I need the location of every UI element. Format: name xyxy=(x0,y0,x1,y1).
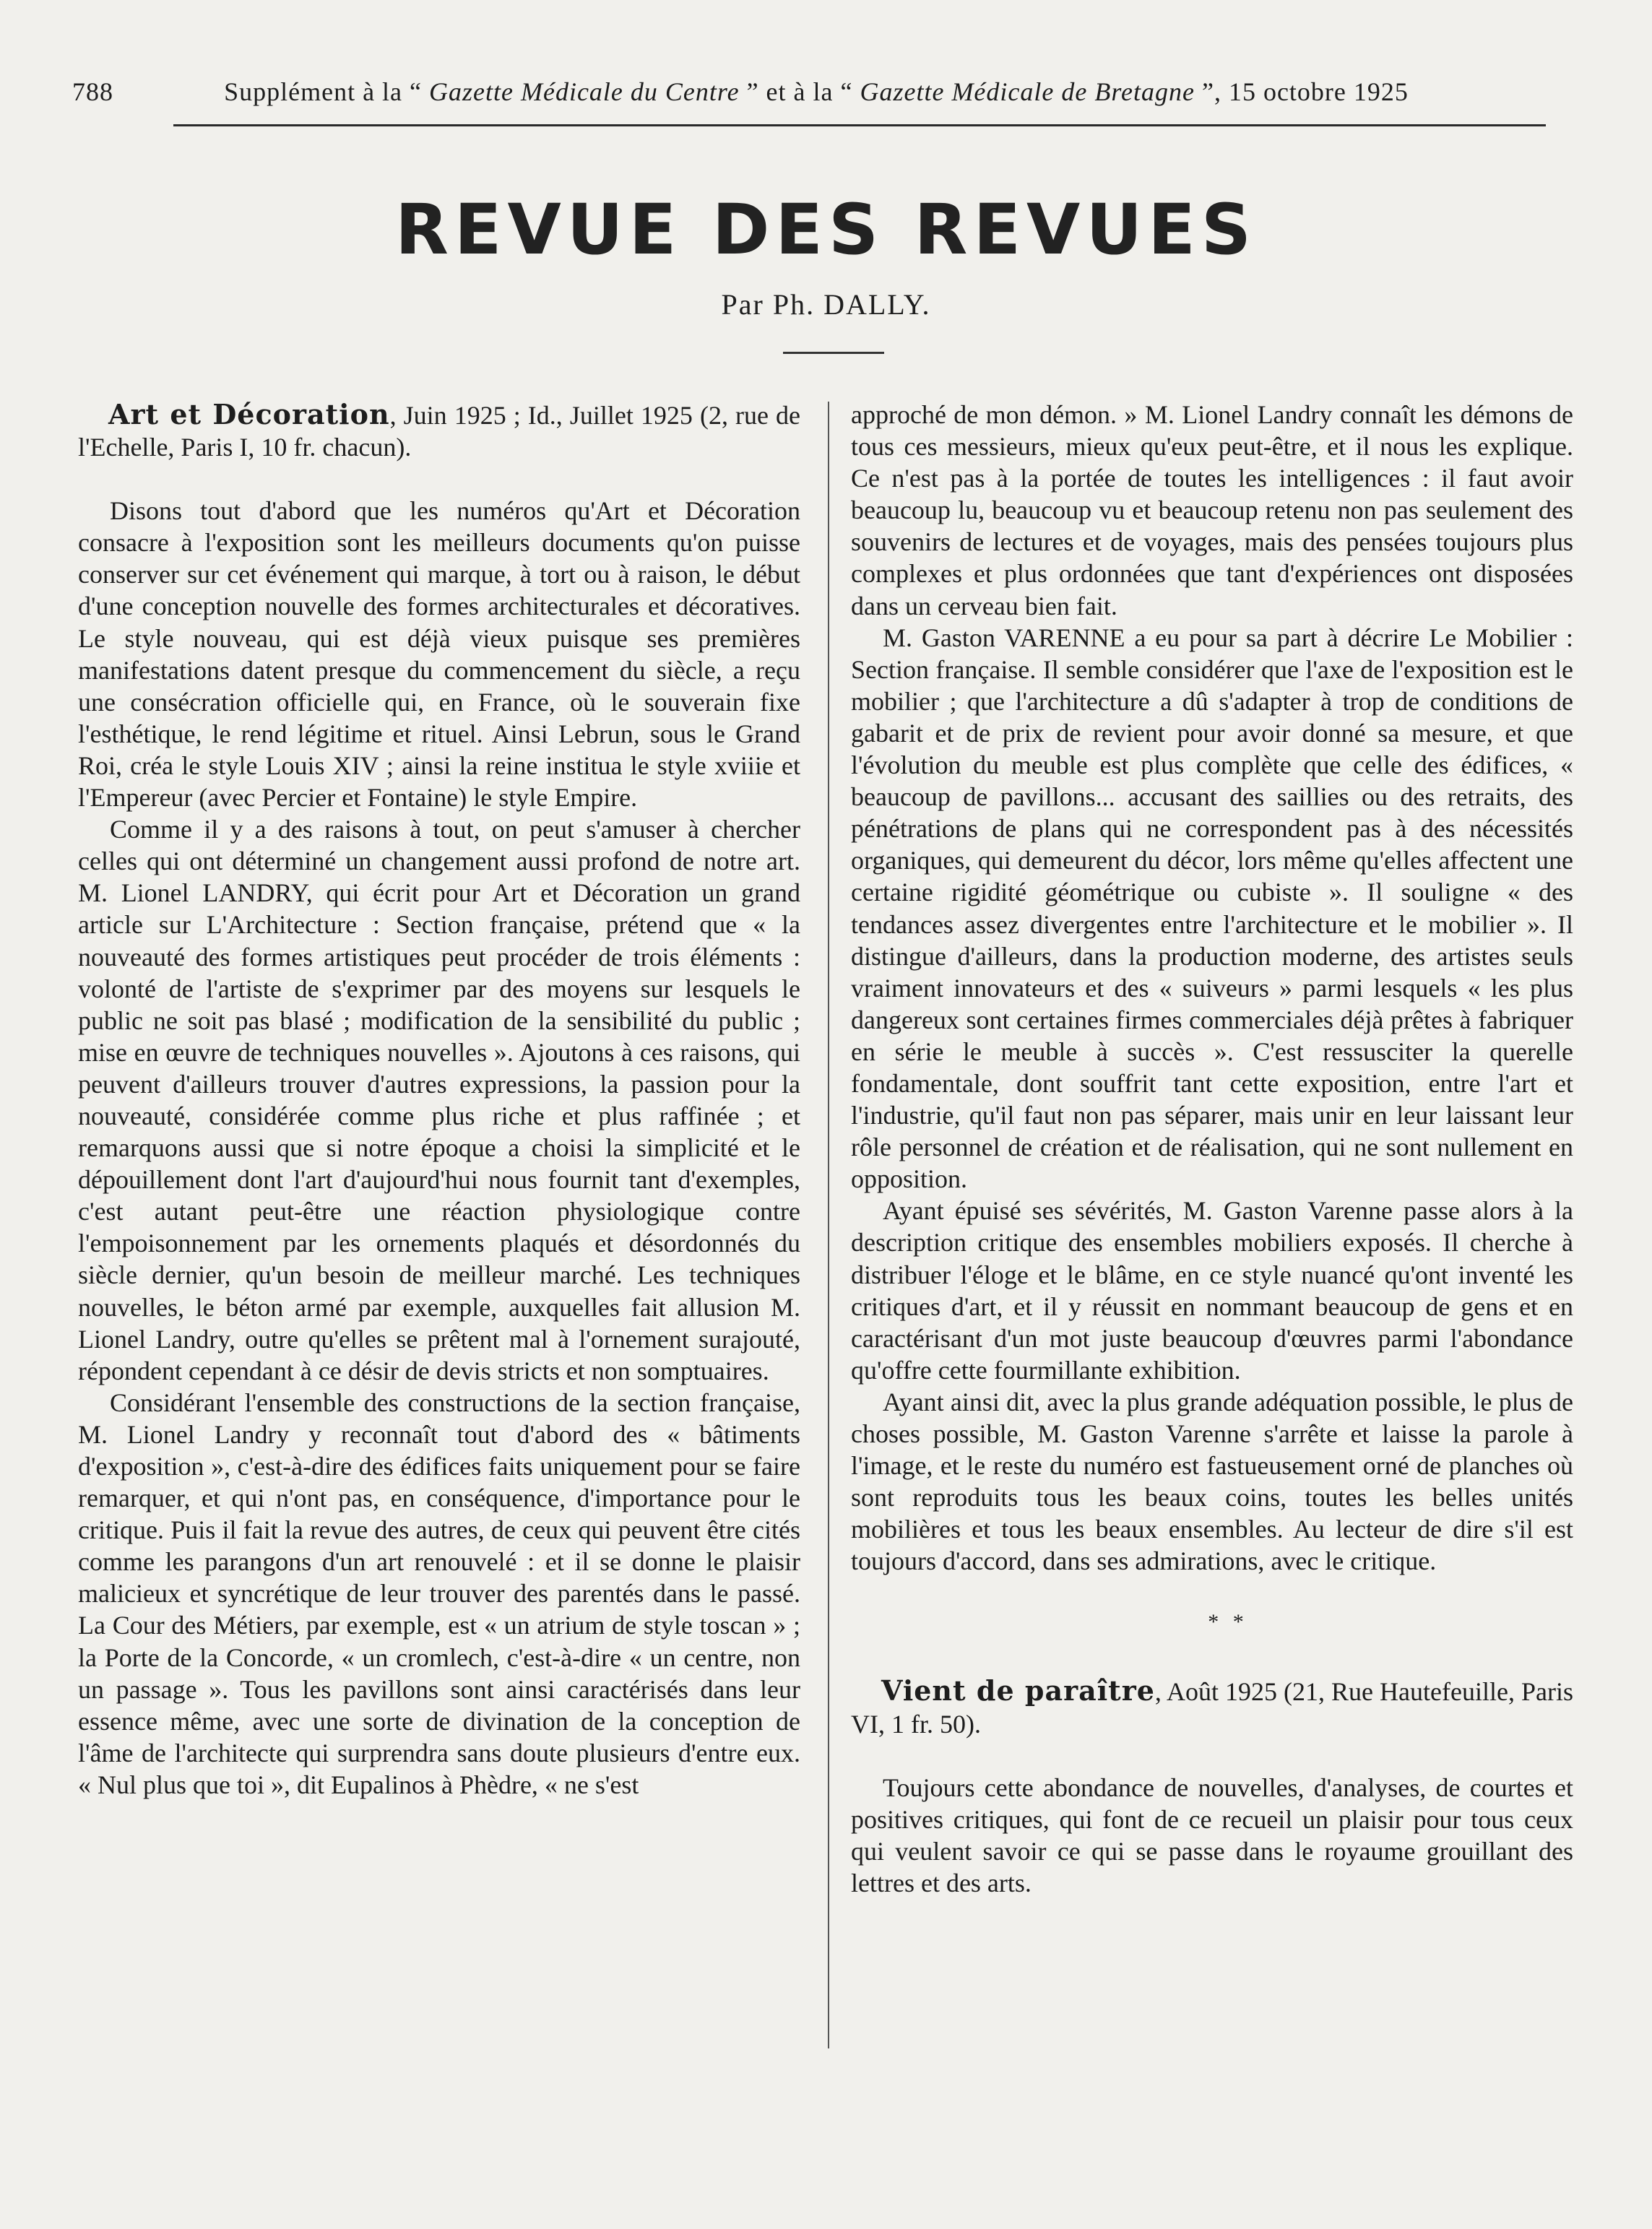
section-separator: * * xyxy=(1208,1610,1248,1635)
paragraph: approché de mon démon. » M. Lionel Landry connaît les démons de tous ces messieurs, mieux qu'eux peut-être, et il nous les explique. Ce n'est pas à la portée de toutes les intelligences : il faut avoir beaucoup lu, beaucoup vu et beaucoup retenu non pas seulement des souvenirs de lectures et de voyages, mais des pensées toujours plus complexes et plus ordonnées que tant d'expériences ont disposées dans un cerveau bien fait. xyxy=(851,400,1573,620)
running-head xyxy=(152,77,1481,107)
page-number: 788 xyxy=(72,77,113,106)
byline: Par Ph. DALLY. xyxy=(721,288,931,321)
running-head-date: ”, 15 octobre 1925 xyxy=(1194,77,1409,106)
article-heading xyxy=(78,399,800,463)
spacer xyxy=(851,1577,1573,1611)
article-title: Art et Décoration xyxy=(108,398,390,430)
running-head-part: Supplément à la “ xyxy=(224,77,430,106)
paragraph: Disons tout d'abord que les numéros qu'Art et Décoration consacre à l'exposition sont les meilleurs documents qu'on puisse conserver sur cet événement qui marque, à tort ou à raison, le début d'une conception nouvelle des formes architecturales et décoratives. Le style nouveau, qui est déjà vieux puisque ses premières manifestations datent presque du commencement du siècle, a reçu une consécration officielle qui, en France, où le souverain fixe l'esthétique, le rend légitime et rituel. Ainsi Lebrun, sous le Grand Roi, créa le style Louis XIV ; ainsi la reine institua le style xviiie et l'Empereur (avec Percier et Fontaine) le style Empire. xyxy=(78,496,800,813)
spacer xyxy=(78,463,800,495)
page-title: REVUE DES REVUES xyxy=(394,189,1258,270)
paragraph: Comme il y a des raisons à tout, on peut s'amuser à chercher celles qui ont déterminé un changement aussi profond de notre art. M. Lionel LANDRY, qui écrit pour Art et Décoration un grand article sur L'Architecture : Section française, prétend que « la nouveauté des formes artistiques peut procéder de trois éléments : volonté de l'artiste de s'exprimer par des moyens sur lesquels le public ne soit pas blasé ; modification de la sensibilité du public ; mise en œuvre de techniques nouvelles ». Ajoutons à ces raisons, qui peuvent d'ailleurs trouver d'autres expressions, la passion pour la nouveauté, considérée comme plus riche et plus raffinée ; et remarquons aussi que si notre époque a choisi la simplicité et le dépouillement dont l'art d'aujourd'hui nous fournit tant d'exemples, c'est autant peut-être une réaction physiologique contre l'empoisonnement par les ornements plaqués et désordonnés du siècle dernier, qu'un besoin de meilleur marché. Les techniques nouvelles, le béton armé par exemple, auxquelles fait allusion M. Lionel Landry, outre qu'elles se prêtent mal à l'ornement surajouté, répondent cependant à ce désir de devis stricts et non somptuaires. xyxy=(78,815,800,1385)
journal-name-bretagne: Gazette Médicale de Bretagne xyxy=(860,77,1195,106)
spacer xyxy=(851,1633,1573,1675)
article-title: Vient de paraître xyxy=(881,1674,1155,1708)
journal-name-centre: Gazette Médicale du Centre xyxy=(429,77,740,106)
running-header xyxy=(72,77,1481,107)
paragraph: M. Gaston VARENNE a eu pour sa part à décrire Le Mobilier : Section française. Il semble considérer que l'axe de l'exposition est le mobilier ; que l'architecture a dû s'adapter à trop de conditions de gabarit et de prix de revient pour avoir donné sa mesure, et que l'évolution du meuble est plus complète que celle des édifices, « beaucoup de pavillons... accusant des saillies ou des retraits, des pénétrations de plans qui ne correspondent pas à des nécessités organiques, qui demeurent du décor, lors même qu'elles affectent une certaine rigidité géométrique ou cubiste ». Il souligne « des tendances assez divergentes entre l'architecture et le mobilier ». Il distingue d'ailleurs, dans la production moderne, des artistes seuls vraiment innovateurs et des « suiveurs » parmi lesquels « les plus dangereux sont certaines firmes commerciales déjà prêtes à fabriquer en série le meuble à succès ». C'est ressusciter la querelle fondamentale, dont souffrit tant cette exposition, entre l'art et l'industrie, qu'il faut non pas séparer, mais unir en leur laissant leur rôle personnel de création et de réalisation, qui ne sont nullement en opposition. xyxy=(851,623,1573,1194)
paragraph: Ayant épuisé ses sévérités, M. Gaston Varenne passe alors à la description critique des ensembles mobiliers exposés. Il cherche à distribuer l'éloge et le blâme, en ce style nuancé qu'ont inventé les critiques d'art, et il y réussit en nommant beaucoup de gens et en caractérisant d'un mot juste beaucoup d'œuvres parmi l'abondance qu'offre cette fourmillante exhibition. xyxy=(851,1196,1573,1385)
paragraph: Toujours cette abondance de nouvelles, d'analyses, de courtes et positives critiques, qui font de ce recueil un plaisir pour tous ceux qui veulent savoir ce qui se passe dans le royaume grouillant des lettres et des arts. xyxy=(851,1773,1573,1897)
article-heading xyxy=(851,1675,1573,1739)
paragraph: Considérant l'ensemble des constructions de la section française, M. Lionel Landry y reconnaît tout d'abord des « bâtiments d'exposition », c'est-à-dire des édifices faits uniquement pour se faire remarquer, et qui n'ont pas, en conséquence, d'importance pour le critique. Puis il fait la revue des autres, de ceux qui peuvent être cités comme les parangons d'un art renouvelé : et il se donne le plaisir malicieux et syncrétique de leur trouver des parentés dans le passé. La Cour des Métiers, par exemple, est « un atrium de style toscan » ; la Porte de la Concorde, « un cromlech, c'est-à-dire « un centre, non un passage ». Tous les pavillons sont ainsi caractérisés dans leur essence même, avec une sorte de divination de la conception de l'âme de l'architecte qui surprendra sans doute plusieurs d'entre eux. « Nul plus que toi », dit Eupalinos à Phèdre, « ne s'est xyxy=(78,1388,800,1799)
header-rule xyxy=(173,124,1546,126)
paragraph: Ayant ainsi dit, avec la plus grande adéquation possible, le plus de choses possible, M. Gaston Varenne s'arrête et laisse la parole à l'image, et le reste du numéro est fastueusement orné de planches où sont reproduits tous les beaux coins, toutes les belles unités mobilières et tous les beaux ensembles. Au lecteur de dire s'il est toujours d'accord, dans ses admirations, avec le critique. xyxy=(851,1387,1573,1576)
right-column xyxy=(851,399,1573,1899)
running-head-part: ” et à la “ xyxy=(739,77,860,106)
article-source: , Juin 1925 ; Id., Juillet 1925 (2, rue de l'Echelle, Paris I, 10 fr. chacun). xyxy=(78,401,800,462)
spacer xyxy=(851,1740,1573,1772)
left-column xyxy=(78,399,800,1801)
column-divider xyxy=(828,402,829,2048)
byline-rule xyxy=(783,352,884,354)
article-source: , Août 1925 (21, Rue Hautefeuille, Paris VI, 1 fr. 50). xyxy=(851,1677,1573,1739)
